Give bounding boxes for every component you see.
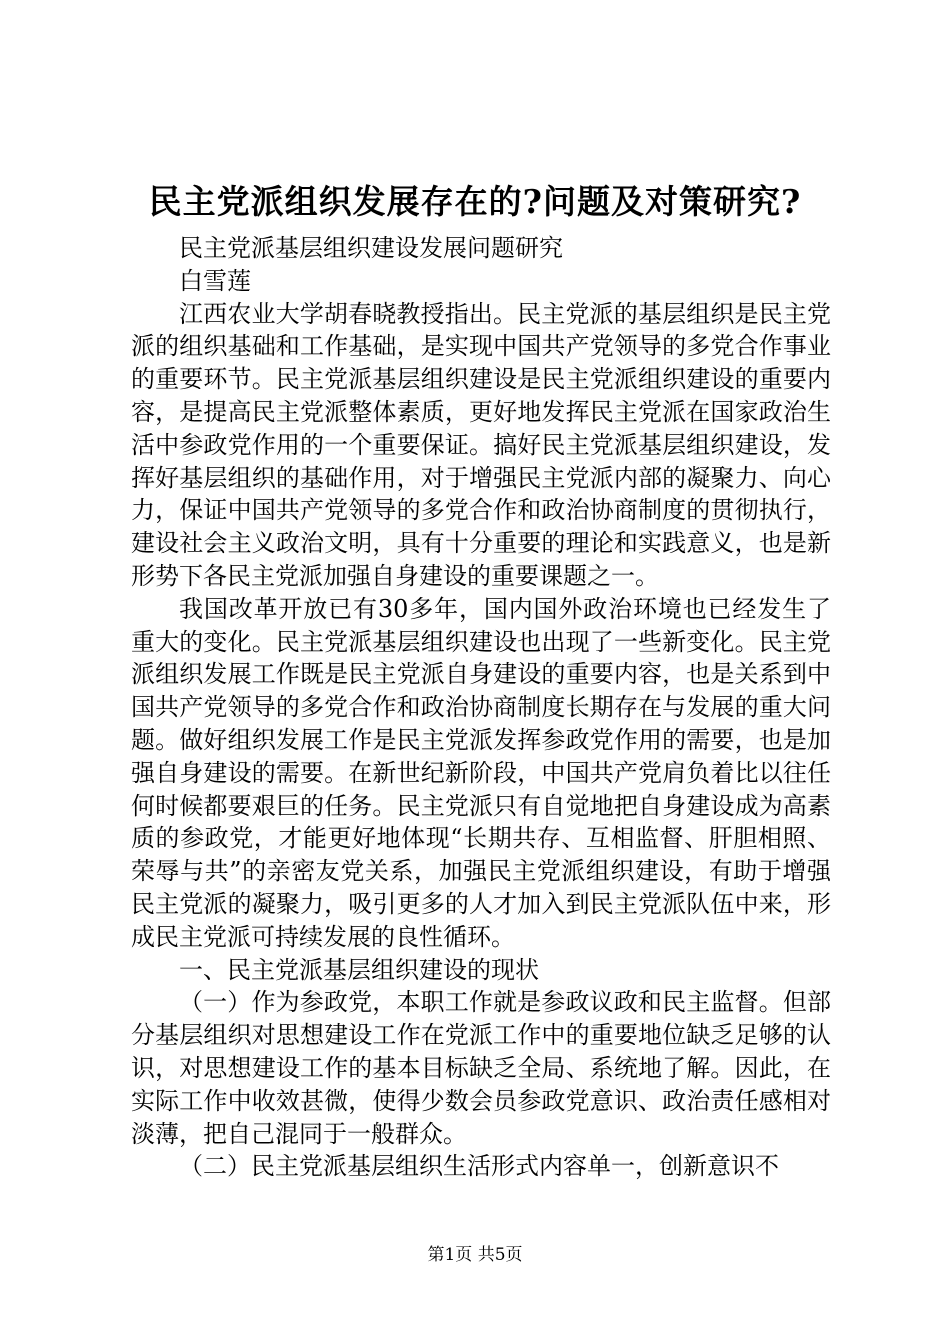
paragraph-1: 江西农业大学胡春晓教授指出。民主党派的基层组织是民主党派的组织基础和工作基础，是实现中国共产党领导的多党合作事业的重要环节。民主党派基层组织建设是民主党派组织建设的重要内容，是提高民主党派整体素质，更好地发挥民主党派在国家政治生活中参政党作用的一个重要保证。搞好民主党派基层组织建设，发挥好基层组织的基础作用，对于增强民主党派内部的凝聚力、向心力，保证中国共产党领导的多党合作和政治协商制度的贯彻执行，建设社会主义政治文明，具有十分重要的理论和实践意义，也是新形势下各民主党派加强自身建设的重要课题之一。 bbox=[131, 299, 831, 590]
document-title: 民主党派组织发展存在的?问题及对策研究? bbox=[148, 182, 802, 221]
page-footer: 第1页 共5页 bbox=[427, 1245, 523, 1265]
document-subtitle: 民主党派基层组织建设发展问题研究 bbox=[179, 234, 563, 262]
paragraph-2: 我国改革开放已有30多年，国内国外政治环境也已经发生了重大的变化。民主党派基层组织建设也出现了一些新变化。民主党派组织发展工作既是民主党派自身建设的重要内容，也是关系到中国共产党领导的多党合作和政治协商制度长期存在与发展的重大问题。做好组织发展工作是民主党派发挥参政党作用的需要，也是加强自身建设的需要。在新世纪新阶段，中国共产党肩负着比以往任何时候都要艰巨的任务。民主党派只有自觉地把自身建设成为高素质的参政党，才能更好地体现“长期共存、互相监督、肝胆相照、荣辱与共”的亲密友党关系，加强民主党派组织建设，有助于增强民主党派的凝聚力，吸引更多的人才加入到民主党派队伍中来，形成民主党派可持续发展的良性循环。 bbox=[131, 594, 831, 951]
section-heading: 一、民主党派基层组织建设的现状 bbox=[179, 955, 539, 984]
paragraph-3: （一）作为参政党，本职工作就是参政议政和民主监督。但部分基层组织对思想建设工作在党派工作中的重要地位缺乏足够的认识，对思想建设工作的基本目标缺乏全局、系统地了解。因此，在实际工作中收效甚微，使得少数会员参政党意识、政治责任感相对淡薄，把自己混同于一般群众。 bbox=[131, 988, 831, 1148]
document-author: 白雪莲 bbox=[179, 266, 251, 295]
paragraph-4: （二）民主党派基层组织生活形式内容单一，创新意识不 bbox=[179, 1152, 779, 1181]
document-body bbox=[131, 232, 831, 1183]
